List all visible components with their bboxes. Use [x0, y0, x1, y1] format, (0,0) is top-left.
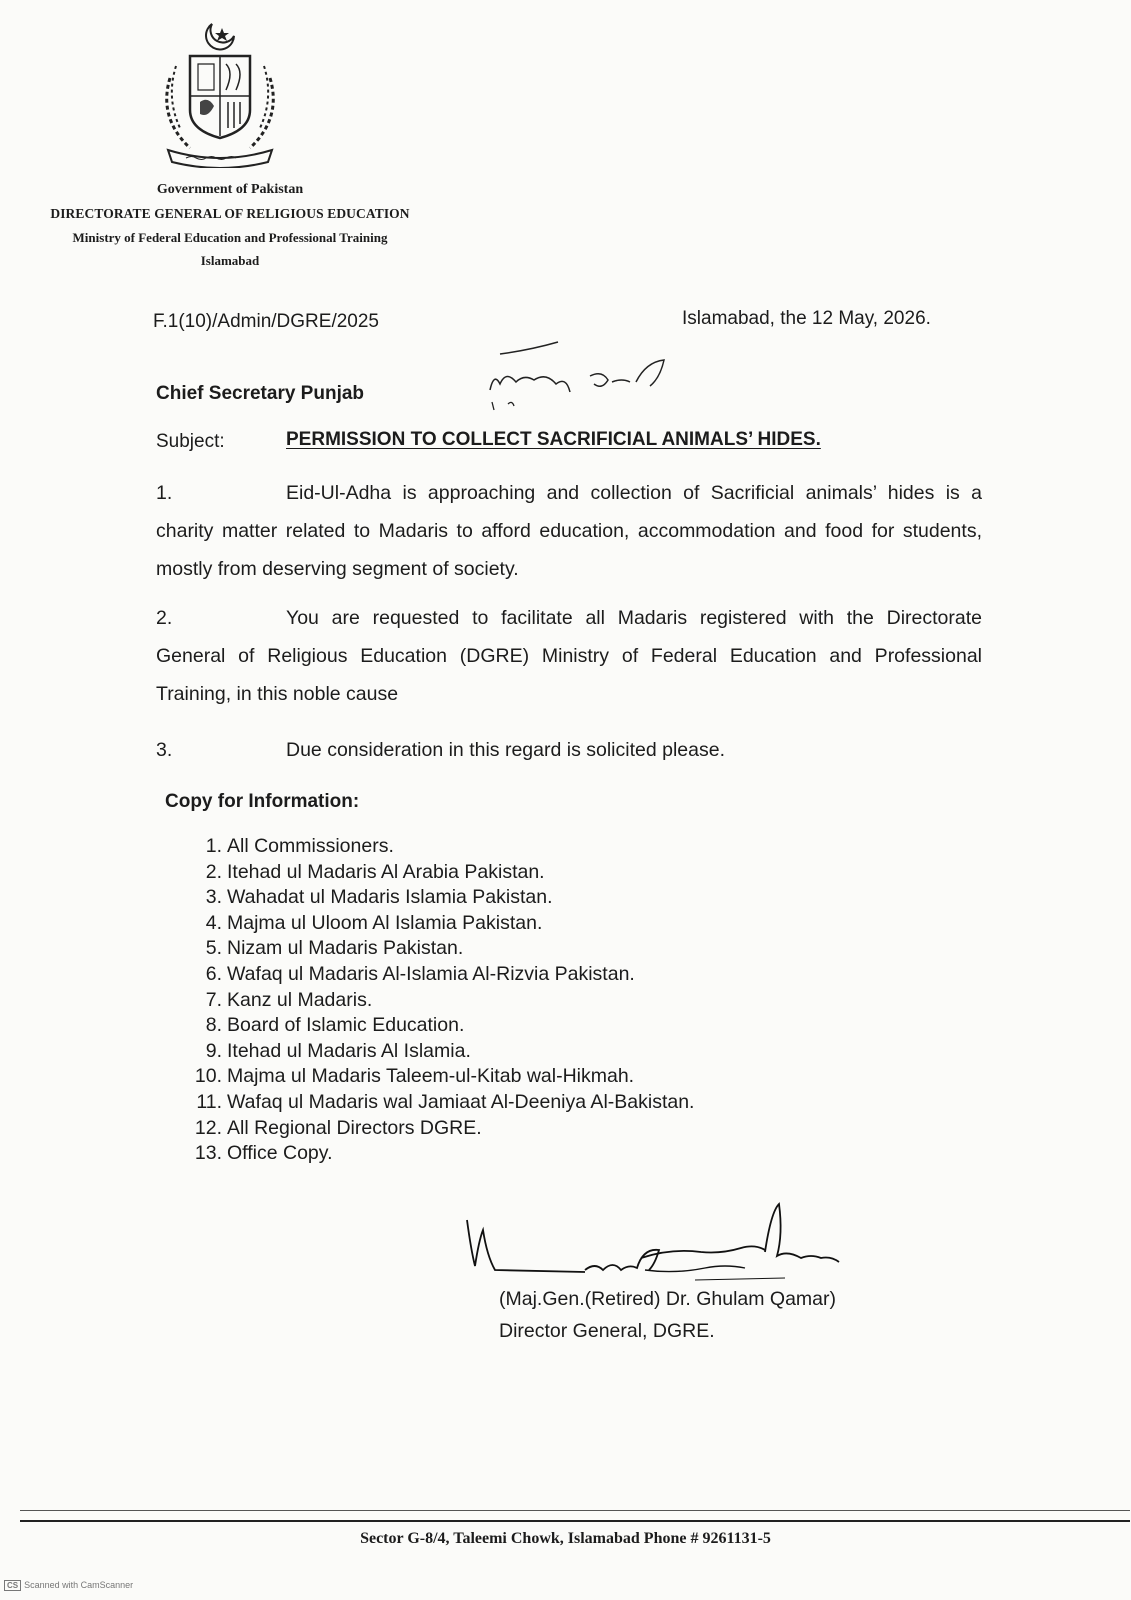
- paragraph-number: 2.: [156, 607, 173, 629]
- letterhead-ministry: Ministry of Federal Education and Professional Training: [72, 230, 388, 245]
- letter-date: Islamabad, the 12 May, 2026.: [682, 308, 931, 329]
- paragraph-text: Eid-Ul-Adha is approaching and collection of Sacrificial animals’ hides is a charity matter related to Madaris to afford education, accommodation and food for students, mostly from deserving segment of society.: [156, 482, 982, 580]
- list-item-number: 3.: [205, 886, 222, 909]
- copy-list: [186, 834, 694, 1167]
- list-item-text: Wahadat ul Madaris Islamia Pakistan.: [227, 886, 553, 909]
- letterhead-directorate: DIRECTORATE GENERAL OF RELIGIOUS EDUCATION: [50, 206, 410, 221]
- footer-divider: [20, 1510, 1130, 1511]
- list-item: [186, 885, 694, 911]
- paragraph-3: [156, 731, 982, 769]
- list-item-text: Wafaq ul Madaris Al-Islamia Al-Rizvia Pakistan.: [227, 962, 635, 985]
- list-item-number: 11.: [196, 1090, 222, 1113]
- list-item-number: 6.: [205, 962, 222, 985]
- list-item-text: Majma ul Uloom Al Islamia Pakistan.: [227, 911, 543, 934]
- signature-icon: [465, 1200, 865, 1290]
- list-item-text: All Regional Directors DGRE.: [227, 1116, 482, 1139]
- list-item-text: Itehad ul Madaris Al Arabia Pakistan.: [227, 860, 545, 883]
- list-item-number: 5.: [205, 937, 222, 960]
- footer-address: Sector G-8/4, Taleemi Chowk, Islamabad Phone # 9261131-5: [360, 1530, 771, 1547]
- list-item-number: 7.: [205, 988, 222, 1011]
- list-item-text: Majma ul Madaris Taleem-ul-Kitab wal-Hikmah.: [227, 1065, 635, 1088]
- signatory-title: Director General, DGRE.: [499, 1320, 715, 1342]
- paragraph-number: 1.: [156, 482, 173, 504]
- camscanner-badge: CS: [4, 1580, 21, 1591]
- subject-text: PERMISSION TO COLLECT SACRIFICIAL ANIMALS’ HIDES.: [286, 429, 821, 450]
- copy-heading: Copy for Information:: [165, 791, 360, 812]
- list-item: [186, 834, 694, 860]
- list-item-number: 13.: [194, 1142, 222, 1165]
- paragraph-text: You are requested to facilitate all Madaris registered with the Directorate General of Religious Education (DGRE) Ministry of Federal Education and Professional Training, in this noble cause: [156, 607, 982, 705]
- letterhead-city: Islamabad: [200, 253, 260, 268]
- paragraph-2: [156, 599, 982, 713]
- list-item-text: All Commissioners.: [227, 835, 394, 857]
- state-emblem-icon: [150, 18, 290, 168]
- paragraph-number: 3.: [156, 739, 173, 761]
- signatory-name: (Maj.Gen.(Retired) Dr. Ghulam Qamar): [499, 1288, 836, 1310]
- list-item-number: 2.: [205, 860, 222, 883]
- subject-label: Subject:: [156, 431, 225, 452]
- list-item-number: 10.: [194, 1065, 222, 1088]
- letterhead-government: Government of Pakistan: [156, 182, 304, 197]
- list-item-text: Itehad ul Madaris Al Islamia.: [227, 1039, 471, 1062]
- list-item-number: 4.: [205, 911, 222, 934]
- list-item-number: 12.: [194, 1116, 222, 1139]
- list-item: [186, 1039, 694, 1065]
- addressee: Chief Secretary Punjab: [156, 383, 365, 404]
- list-item: [186, 1141, 694, 1167]
- paragraph-1: [156, 474, 982, 588]
- list-item-number: 9.: [205, 1039, 222, 1062]
- list-item-text: Board of Islamic Education.: [227, 1014, 465, 1037]
- list-item: [186, 1090, 694, 1116]
- list-item: [186, 936, 694, 962]
- list-item: [186, 860, 694, 886]
- paragraph-text: Due consideration in this regard is solicited please.: [286, 739, 725, 761]
- list-item-text: Nizam ul Madaris Pakistan.: [227, 937, 464, 960]
- list-item-number: 1.: [205, 835, 222, 857]
- list-item: [186, 1064, 694, 1090]
- handwritten-note-icon: [480, 332, 680, 422]
- list-item-text: Kanz ul Madaris.: [227, 988, 373, 1011]
- list-item-text: Wafaq ul Madaris wal Jamiaat Al-Deeniya Al-Bakistan.: [227, 1090, 695, 1113]
- list-item: [186, 911, 694, 937]
- footer-divider: [20, 1520, 1130, 1522]
- reference-number: F.1(10)/Admin/DGRE/2025: [153, 311, 379, 332]
- list-item: [186, 1013, 694, 1039]
- scanner-watermark: [4, 1580, 133, 1591]
- list-item: [186, 988, 694, 1014]
- list-item: [186, 962, 694, 988]
- list-item: [186, 1116, 694, 1142]
- list-item-number: 8.: [205, 1014, 222, 1037]
- camscanner-text: Scanned with CamScanner: [24, 1580, 134, 1590]
- list-item-text: Office Copy.: [227, 1142, 333, 1165]
